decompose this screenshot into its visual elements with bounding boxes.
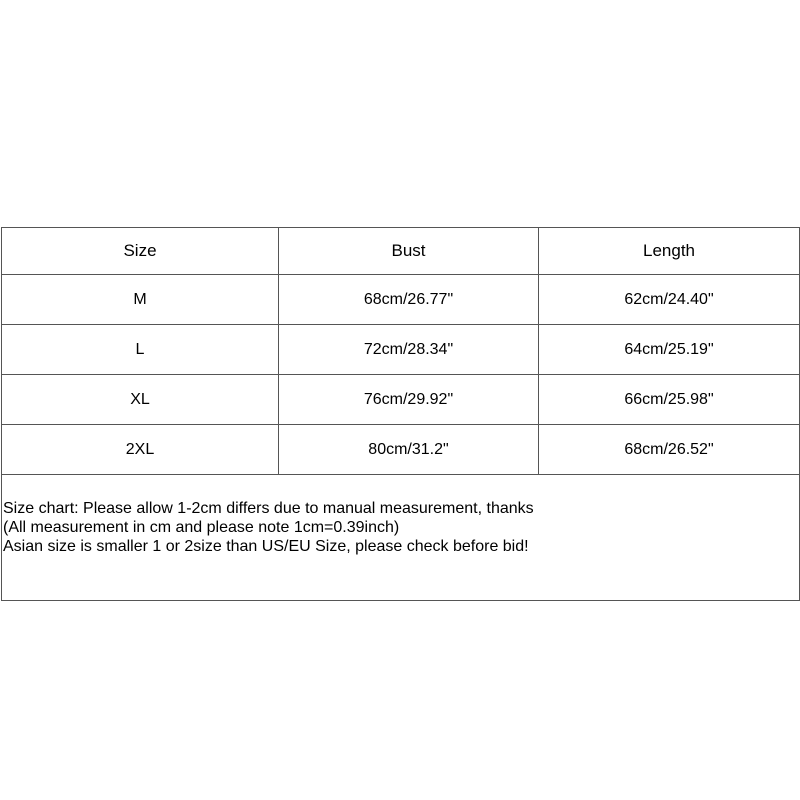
header-bust: Bust bbox=[279, 228, 539, 275]
cell-size: 2XL bbox=[2, 425, 279, 475]
note-line: (All measurement in cm and please note 1cm=0.39inch) bbox=[3, 519, 400, 536]
cell-length: 62cm/24.40" bbox=[539, 275, 800, 325]
table-row bbox=[2, 325, 800, 375]
size-chart-table bbox=[1, 227, 800, 601]
table-row bbox=[2, 425, 800, 475]
size-notes bbox=[2, 475, 800, 601]
cell-size: L bbox=[2, 325, 279, 375]
table-row bbox=[2, 275, 800, 325]
notes-row bbox=[2, 475, 800, 601]
note-line: Asian size is smaller 1 or 2size than US/EU Size, please check before bid! bbox=[3, 538, 529, 555]
cell-bust: 76cm/29.92" bbox=[279, 375, 539, 425]
cell-length: 68cm/26.52" bbox=[539, 425, 800, 475]
cell-bust: 80cm/31.2" bbox=[279, 425, 539, 475]
cell-bust: 68cm/26.77" bbox=[279, 275, 539, 325]
table-header-row bbox=[2, 228, 800, 275]
cell-length: 66cm/25.98" bbox=[539, 375, 800, 425]
header-length: Length bbox=[539, 228, 800, 275]
header-size: Size bbox=[2, 228, 279, 275]
note-line: Size chart: Please allow 1-2cm differs due to manual measurement, thanks bbox=[3, 500, 534, 517]
cell-bust: 72cm/28.34" bbox=[279, 325, 539, 375]
cell-size: XL bbox=[2, 375, 279, 425]
cell-length: 64cm/25.19" bbox=[539, 325, 800, 375]
table-row bbox=[2, 375, 800, 425]
cell-size: M bbox=[2, 275, 279, 325]
